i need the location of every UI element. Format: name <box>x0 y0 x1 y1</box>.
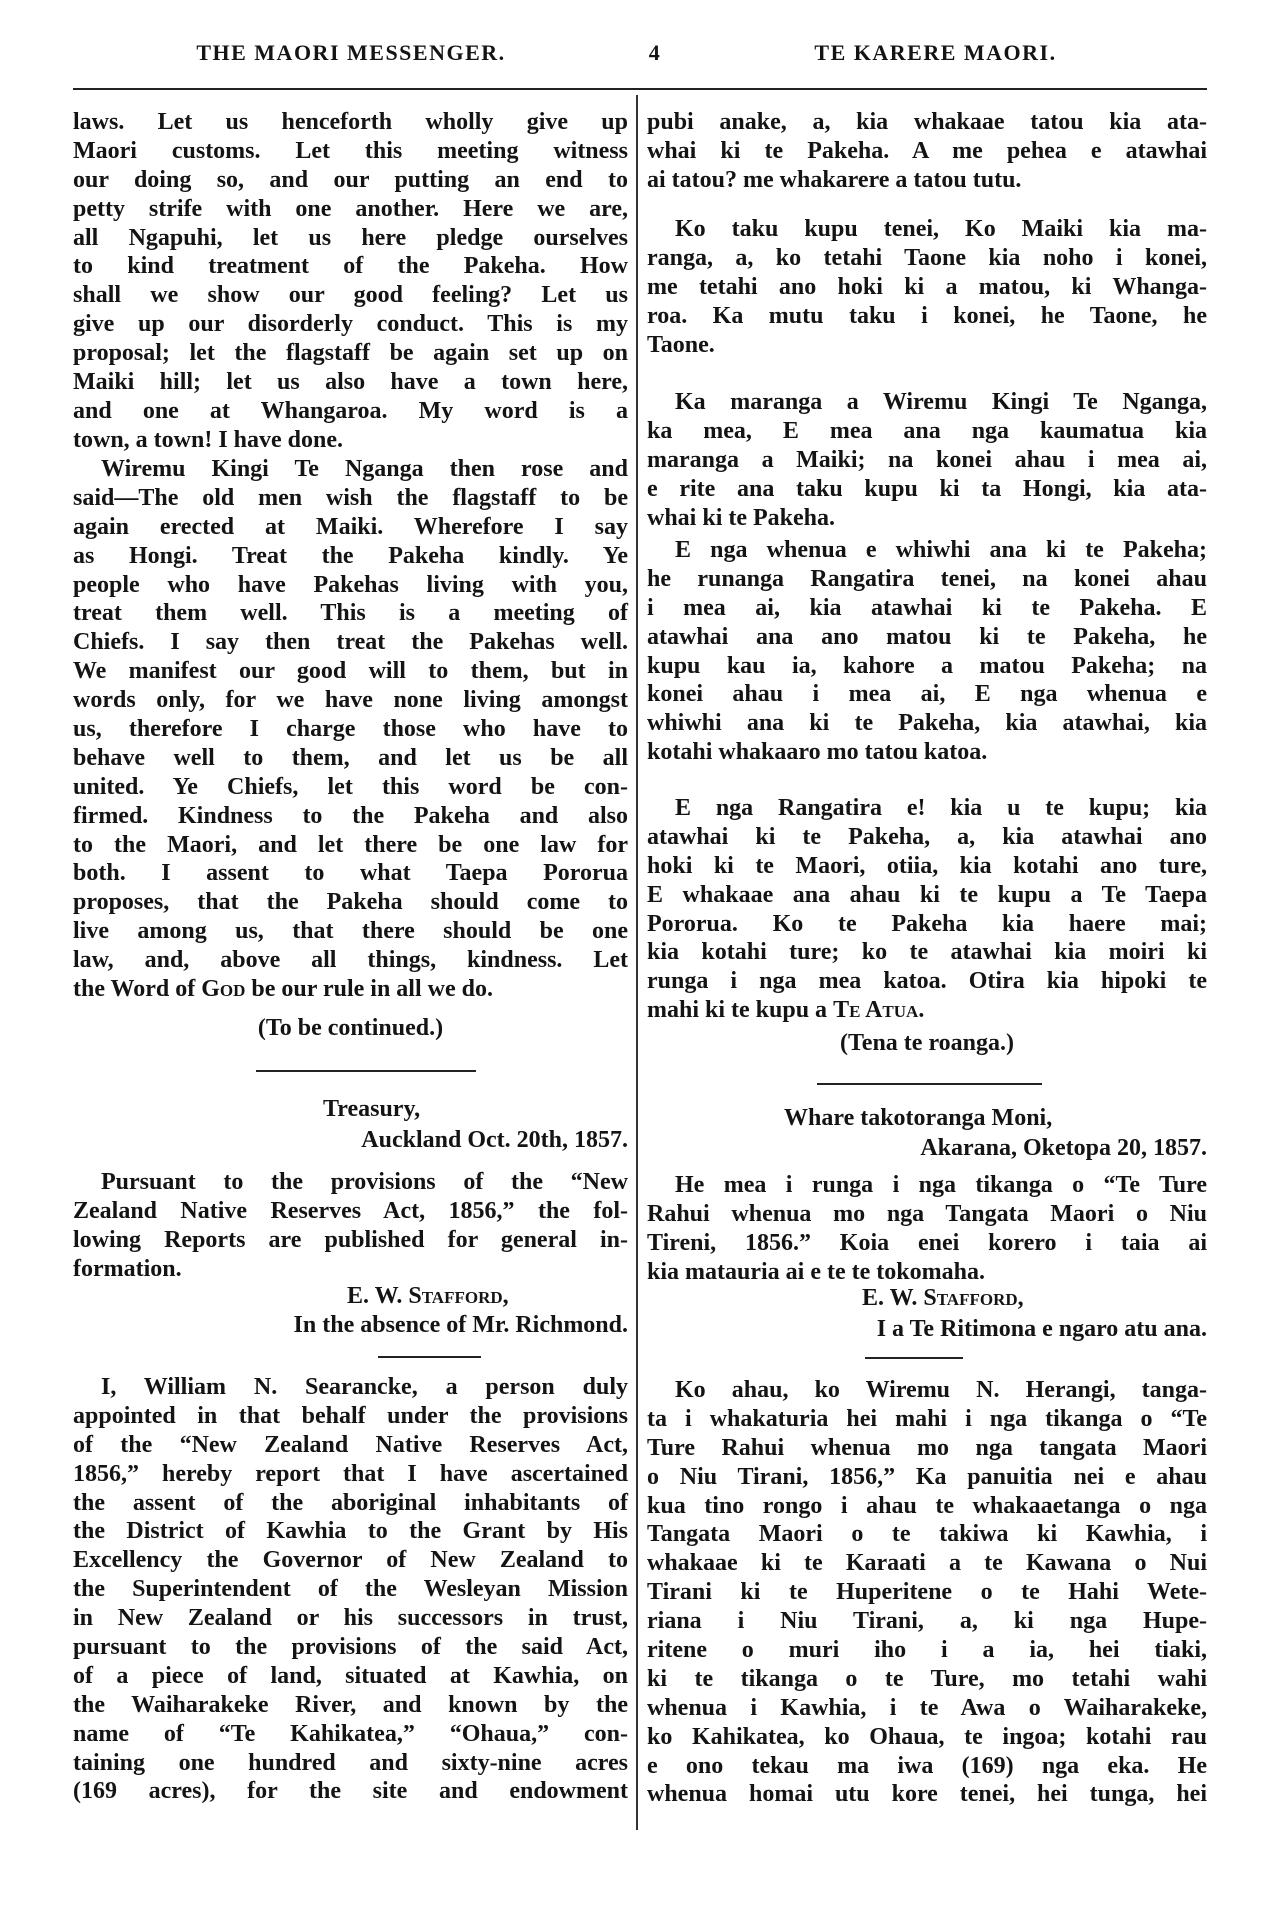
line-text: our doing so, and our putting an end to <box>73 166 628 193</box>
line-text: hoki ki te Maori, otiia, kia kotahi ano ture, <box>647 852 1207 879</box>
text-line <box>647 504 1207 533</box>
notice-office-maori: Whare takotoranga Moni, <box>784 1105 1053 1131</box>
line-text: E nga Rangatira e! kia u te kupu; kia <box>675 795 1207 821</box>
line-text: Rahui whenua mo nga Tangata Maori o Niu <box>647 1200 1207 1227</box>
text-line <box>73 1633 628 1662</box>
text-line <box>647 1520 1207 1549</box>
text-line <box>647 823 1207 852</box>
line-text: kia kotahi ture; ko te atawhai kia moiri ki <box>647 939 1207 966</box>
line-text: Pursuant to the provisions of the “New <box>101 1169 628 1195</box>
text-line <box>73 1489 628 1518</box>
line-text-part: . <box>918 997 925 1024</box>
line-text: behave well to them, and let us be all <box>73 744 628 771</box>
line-text: pursuant to the provisions of the said Act, <box>73 1634 628 1661</box>
line-text: We manifest our good will to them, but in <box>73 658 628 685</box>
text-line <box>73 831 628 860</box>
line-text: the Superintendent of the Wesleyan Mission <box>73 1576 628 1603</box>
line-text: whai ki te Pakeha. A me pehea e atawhai <box>647 137 1207 164</box>
text-line <box>73 859 628 888</box>
notice-dateline: Auckland Oct. 20th, 1857. <box>361 1127 628 1153</box>
text-line <box>73 657 628 686</box>
text-line <box>647 1636 1207 1665</box>
text-line <box>73 1604 628 1633</box>
text-line <box>647 417 1207 446</box>
notice-office: Treasury, <box>323 1096 421 1122</box>
notice-body-maori <box>647 1171 1207 1287</box>
line-text: whenua i Kawhia, i te Awa o Waiharakeke, <box>647 1694 1207 1721</box>
text-line <box>647 1258 1207 1287</box>
page-number: 4 <box>648 40 662 65</box>
text-line <box>73 773 628 802</box>
line-text: He mea i runga i nga tikanga o “Te Ture <box>675 1172 1207 1198</box>
line-text: Chiefs. I say then treat the Pakehas well. <box>73 629 628 656</box>
text-line <box>647 1171 1207 1200</box>
text-line <box>73 1546 628 1575</box>
text-line <box>647 166 1207 195</box>
signature-note: In the absence of Mr. Richmond. <box>293 1312 628 1338</box>
text-line <box>647 244 1207 273</box>
line-text: laws. Let us henceforth wholly give up <box>73 109 628 135</box>
text-line <box>73 484 628 513</box>
text-line <box>647 967 1207 996</box>
line-text: I, William N. Searancke, a person duly <box>101 1374 628 1400</box>
text-line <box>73 1431 628 1460</box>
text-line <box>647 215 1207 244</box>
line-text: Maiki hill; let us also have a town here, <box>73 369 628 396</box>
text-line <box>647 137 1207 166</box>
line-text: atawhai ana ano matou ki te Pakeha, he <box>647 623 1207 650</box>
line-text: again erected at Maiki. Wherefore I say <box>73 513 628 540</box>
report-paragraph <box>73 1373 628 1806</box>
maori-paragraph <box>647 215 1207 359</box>
text-line <box>73 1226 628 1255</box>
text-line <box>647 108 1207 137</box>
line-text: E nga whenua e whiwhi ana ki te Pakeha; <box>675 537 1207 563</box>
text-line <box>73 599 628 628</box>
line-text: give up our disorderly conduct. This is my <box>73 311 628 338</box>
text-line <box>73 1460 628 1489</box>
text-line <box>647 1549 1207 1578</box>
maori-paragraph <box>647 536 1207 767</box>
text-line <box>647 536 1207 565</box>
text-line <box>647 331 1207 360</box>
text-line <box>73 397 628 426</box>
line-text: kupu kau ia, kahore a matou Pakeha; na <box>647 652 1207 679</box>
line-text: firmed. Kindness to the Pakeha and also <box>73 802 628 829</box>
line-text: Excellency the Governor of New Zealand to <box>73 1547 628 1574</box>
text-line <box>73 715 628 744</box>
small-caps-text: God <box>201 976 246 1003</box>
line-text: of a piece of land, situated at Kawhia, on <box>73 1662 628 1689</box>
small-caps-text: Te Atua <box>833 997 919 1024</box>
line-text: roa. Ka mutu taku i konei, he Taone, he <box>647 302 1207 329</box>
line-text: E whakaae ana ahau ki te kupu a Te Taepa <box>647 881 1207 908</box>
text-line <box>647 1229 1207 1258</box>
text-line <box>73 917 628 946</box>
line-text: Ko taku kupu tenei, Ko Maiki kia ma- <box>675 216 1207 242</box>
line-text: proposes, that the Pakeha should come to <box>73 889 628 916</box>
line-text: the District of Kawhia to the Grant by His <box>73 1518 628 1545</box>
to-be-continued-maori: (Tena te roanga.) <box>840 1030 1014 1056</box>
line-text: proposal; let the flagstaff be again set up on <box>73 340 628 367</box>
text-line <box>647 1492 1207 1521</box>
line-text: whakaae ki te Karaati a te Kawana o Nui <box>647 1550 1207 1577</box>
text-line <box>647 565 1207 594</box>
signature-initials: E. W. <box>347 1283 403 1309</box>
line-text: Wiremu Kingi Te Nganga then rose and <box>101 456 628 482</box>
text-line <box>73 1373 628 1402</box>
text-line <box>73 1720 628 1749</box>
line-text: whenua homai utu kore tenei, hei tunga, hei <box>647 1781 1207 1808</box>
line-text: kua tino rongo i ahau te whakaaetanga o nga <box>647 1492 1207 1519</box>
text-line <box>73 1575 628 1604</box>
line-text: i mea ai, kia atawhai ki te Pakeha. E <box>647 594 1207 621</box>
text-line <box>73 166 628 195</box>
text-line <box>647 794 1207 823</box>
line-text: us, therefore I charge those who have to <box>73 716 628 743</box>
running-title-english: THE MAORI MESSENGER. <box>196 40 506 65</box>
line-text: kia matauria ai e te te tokomaha. <box>647 1258 985 1285</box>
line-text: (169 acres), for the site and endowment <box>73 1778 628 1805</box>
line-text: all Ngapuhi, let us here pledge ourselves <box>73 224 628 251</box>
text-line <box>647 1723 1207 1752</box>
section-rule <box>256 1070 476 1072</box>
text-line <box>73 310 628 339</box>
line-text: e ono tekau ma iwa (169) nga eka. He <box>647 1752 1207 1779</box>
line-text: ritene o muri iho i a ia, hei tiaki, <box>647 1637 1207 1664</box>
line-text: e rite ana taku kupu ki ta Hongi, kia ata- <box>647 475 1207 502</box>
line-text: Pororua. Ko te Pakeha kia haere mai; <box>647 910 1207 937</box>
maori-paragraph <box>647 794 1207 1025</box>
text-line <box>73 1517 628 1546</box>
notice-signature <box>347 1282 509 1311</box>
text-line <box>73 1255 628 1284</box>
line-text: and one at Whangaroa. My word is a <box>73 397 628 424</box>
text-line <box>73 108 628 137</box>
line-text: kotahi whakaaro mo tatou katoa. <box>647 739 988 766</box>
notice-dateline-maori: Akarana, Oketopa 20, 1857. <box>920 1135 1207 1161</box>
text-line <box>647 996 1207 1025</box>
maori-paragraph <box>647 108 1207 195</box>
text-line <box>73 1662 628 1691</box>
line-text: ai tatou? me whakarere a tatou tutu. <box>647 166 1022 193</box>
line-text: the assent of the aboriginal inhabitants of <box>73 1489 628 1516</box>
text-line <box>647 1200 1207 1229</box>
text-line <box>647 623 1207 652</box>
text-line <box>647 910 1207 939</box>
text-line <box>73 571 628 600</box>
text-line <box>647 273 1207 302</box>
line-text: united. Ye Chiefs, let this word be con- <box>73 773 628 800</box>
line-text: Ka maranga a Wiremu Kingi Te Nganga, <box>675 389 1207 415</box>
line-text-part: mahi ki te kupu a <box>647 997 834 1024</box>
text-line <box>647 1607 1207 1636</box>
text-line <box>73 1168 628 1197</box>
text-line <box>73 339 628 368</box>
maori-paragraph <box>647 388 1207 532</box>
line-text: Ko ahau, ko Wiremu N. Herangi, tanga- <box>675 1377 1207 1403</box>
line-text: Zealand Native Reserves Act, 1856,” the fol- <box>73 1197 628 1224</box>
text-line <box>647 1405 1207 1434</box>
line-text: taining one hundred and sixty-nine acres <box>73 1749 628 1776</box>
text-line <box>647 709 1207 738</box>
text-line <box>647 852 1207 881</box>
text-line <box>73 281 628 310</box>
short-rule <box>378 1356 481 1358</box>
text-line <box>647 1376 1207 1405</box>
notice-signature-maori <box>862 1284 1024 1313</box>
section-rule <box>817 1083 1042 1085</box>
line-text: said—The old men wish the flagstaff to be <box>73 484 628 511</box>
text-line <box>73 1777 628 1806</box>
line-text: konei ahau i mea ai, E nga whenua e <box>647 681 1207 708</box>
line-text: to kind treatment of the Pakeha. How <box>73 253 628 280</box>
notice-body <box>73 1168 628 1284</box>
line-text: Tangata Maori o te takiwa ki Kawhia, i <box>647 1521 1207 1548</box>
text-line <box>73 513 628 542</box>
text-line <box>73 946 628 975</box>
line-text: atawhai ki te Pakeha, a, kia atawhai ano <box>647 823 1207 850</box>
line-text: treat them well. This is a meeting of <box>73 600 628 627</box>
text-line <box>73 802 628 831</box>
line-text-part: the Word of <box>73 976 202 1003</box>
text-line <box>647 1780 1207 1809</box>
text-line <box>647 1665 1207 1694</box>
line-text <box>647 997 924 1023</box>
line-text: petty strife with one another. Here we are, <box>73 195 628 222</box>
english-paragraph <box>73 455 628 1004</box>
column-divider <box>636 95 638 1830</box>
text-line <box>73 195 628 224</box>
text-line <box>647 594 1207 623</box>
line-text: ranga, a, ko tetahi Taone kia noho i konei, <box>647 244 1207 271</box>
text-line <box>73 1691 628 1720</box>
line-text: riana i Niu Tirani, a, ki nga Hupe- <box>647 1608 1207 1635</box>
text-line <box>73 888 628 917</box>
line-text: words only, for we have none living amongst <box>73 687 628 714</box>
text-line <box>647 738 1207 767</box>
line-text: ka mea, E mea ana nga kaumatua kia <box>647 417 1207 444</box>
line-text: whai ki te Pakeha. <box>647 504 836 531</box>
text-line <box>73 542 628 571</box>
signature-initials: E. W. <box>862 1285 918 1311</box>
line-text: as Hongi. Treat the Pakeha kindly. Ye <box>73 542 628 569</box>
line-text: of the “New Zealand Native Reserves Act, <box>73 1431 628 1458</box>
text-line <box>73 368 628 397</box>
line-text: Taone. <box>647 331 715 358</box>
signature-name: Stafford, <box>408 1283 509 1309</box>
line-text: ki te tikanga o te Ture, mo tetahi wahi <box>647 1665 1207 1692</box>
to-be-continued: (To be continued.) <box>257 1015 444 1041</box>
text-line <box>647 881 1207 910</box>
line-text: both. I assent to what Taepa Pororua <box>73 860 628 887</box>
line-text: lowing Reports are published for general in- <box>73 1226 628 1253</box>
text-line <box>73 252 628 281</box>
text-line <box>73 224 628 253</box>
text-line <box>647 475 1207 504</box>
line-text: town, a town! I have done. <box>73 426 344 453</box>
line-text: to the Maori, and let there be one law for <box>73 831 628 858</box>
text-line <box>73 137 628 166</box>
text-line <box>73 426 628 455</box>
line-text: live among us, that there should be one <box>73 918 628 945</box>
text-line <box>73 455 628 484</box>
text-line <box>73 628 628 657</box>
line-text: he runanga Rangatira tenei, na konei ahau <box>647 565 1207 592</box>
text-line <box>647 938 1207 967</box>
line-text: shall we show our good feeling? Let us <box>73 282 628 309</box>
text-line <box>73 1749 628 1778</box>
line-text: ko Kahikatea, ko Ohaua, te ingoa; kotahi rau <box>647 1723 1207 1750</box>
signature-name: Stafford, <box>923 1285 1024 1311</box>
english-paragraph <box>73 108 628 455</box>
line-text: name of “Te Kahikatea,” “Ohaua,” con- <box>73 1720 628 1747</box>
line-text-part: be our rule in all we do. <box>245 976 493 1003</box>
line-text: Ture Rahui whenua mo nga tangata Maori <box>647 1434 1207 1461</box>
text-line <box>73 744 628 773</box>
line-text: ta i whakaturia hei mahi i nga tikanga o “Te <box>647 1405 1207 1432</box>
header-rule <box>73 88 1207 90</box>
running-title-maori: TE KARERE MAORI. <box>814 40 1057 65</box>
line-text: Tirani ki te Huperitene o te Hahi Wete- <box>647 1579 1207 1606</box>
line-text: Tireni, 1856.” Koia enei korero i taia ai <box>647 1229 1207 1256</box>
line-text: Maori customs. Let this meeting witness <box>73 137 628 164</box>
line-text: people who have Pakehas living with you, <box>73 571 628 598</box>
line-text: maranga a Maiki; na konei ahau i mea ai, <box>647 446 1207 473</box>
signature-note-maori: I a Te Ritimona e ngaro atu ana. <box>876 1316 1207 1342</box>
text-line <box>647 388 1207 417</box>
text-line <box>73 686 628 715</box>
short-rule <box>865 1357 963 1359</box>
line-text: whiwhi ana ki te Pakeha, kia atawhai, kia <box>647 710 1207 737</box>
line-text: in New Zealand or his successors in trust, <box>73 1605 628 1632</box>
text-line <box>647 1694 1207 1723</box>
text-line <box>647 680 1207 709</box>
line-text: law, and, above all things, kindness. Let <box>73 947 628 974</box>
line-text: o Niu Tirani, 1856,” Ka panuitia nei e ahau <box>647 1463 1207 1490</box>
line-text: runga i nga mea katoa. Otira kia hipoki te <box>647 968 1207 995</box>
text-line <box>73 1197 628 1226</box>
text-line <box>647 302 1207 331</box>
line-text: the Waiharakeke River, and known by the <box>73 1691 628 1718</box>
line-text: formation. <box>73 1255 182 1282</box>
text-line <box>647 652 1207 681</box>
text-line <box>647 1578 1207 1607</box>
text-line <box>73 975 628 1004</box>
text-line <box>647 1463 1207 1492</box>
text-line <box>647 1434 1207 1463</box>
line-text <box>73 976 493 1002</box>
report-paragraph-maori <box>647 1376 1207 1809</box>
text-line <box>647 446 1207 475</box>
text-line <box>647 1752 1207 1781</box>
text-line <box>73 1402 628 1431</box>
line-text: pubi anake, a, kia whakaae tatou kia ata- <box>647 109 1207 135</box>
line-text: me tetahi ano hoki ki a matou, ki Whanga- <box>647 273 1207 300</box>
line-text: 1856,” hereby report that I have ascertained <box>73 1460 628 1487</box>
line-text: appointed in that behalf under the provisions <box>73 1402 628 1429</box>
